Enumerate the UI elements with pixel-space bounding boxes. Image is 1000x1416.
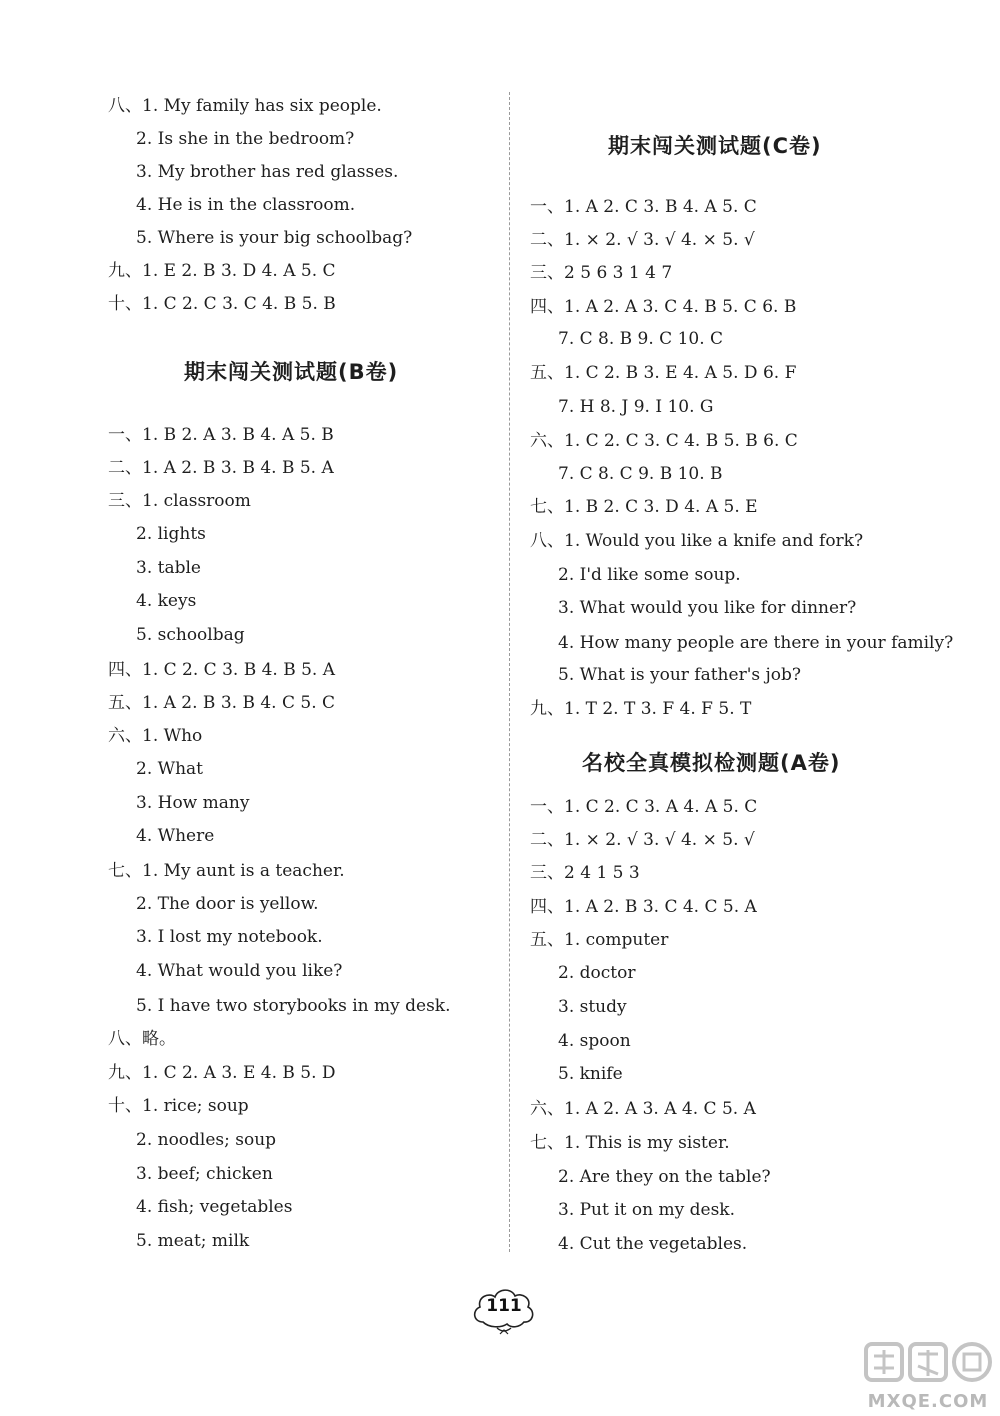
answer-line: 2. I'd like some soup. <box>558 565 741 585</box>
answer-line: 4. Cut the vegetables. <box>558 1234 748 1254</box>
section-title: 期末闯关测试题(B卷) <box>184 360 399 384</box>
answer-line: 4. spoon <box>558 1031 631 1051</box>
answer-line: 5. schoolbag <box>136 625 245 645</box>
answer-line: 7. C 8. C 9. B 10. B <box>558 464 723 484</box>
page-number: 111 <box>486 1296 522 1316</box>
answer-line: 九、1. C 2. A 3. E 4. B 5. D <box>108 1063 336 1083</box>
answer-line: 2. The door is yellow. <box>136 894 319 914</box>
answer-line: 二、1. × 2. √ 3. √ 4. × 5. √ <box>530 230 755 250</box>
answer-line: 九、1. T 2. T 3. F 4. F 5. T <box>530 699 752 719</box>
answer-line: 4. fish; vegetables <box>136 1197 293 1217</box>
answer-line: 2. noodles; soup <box>136 1130 277 1150</box>
answer-line: 六、1. A 2. A 3. A 4. C 5. A <box>530 1099 756 1119</box>
page-number-badge <box>469 1282 539 1338</box>
answer-line: 4. keys <box>136 591 197 611</box>
answer-line: 五、1. A 2. B 3. B 4. C 5. C <box>108 693 336 713</box>
answer-line: 一、1. C 2. C 3. A 4. A 5. C <box>530 797 758 817</box>
column-divider <box>509 92 510 1252</box>
answer-line: 5. I have two storybooks in my desk. <box>136 996 451 1016</box>
answer-line: 十、1. rice; soup <box>108 1096 249 1116</box>
answer-line: 四、1. A 2. A 3. C 4. B 5. C 6. B <box>530 297 797 317</box>
answer-line: 3. My brother has red glasses. <box>136 162 399 182</box>
answer-line: 八、略。 <box>108 1029 176 1049</box>
answer-line: 四、1. A 2. B 3. C 4. C 5. A <box>530 897 757 917</box>
answer-line: 3. I lost my notebook. <box>136 927 323 947</box>
answer-line: 5. What is your father's job? <box>558 665 801 685</box>
answer-line: 4. How many people are there in your family? <box>558 633 954 653</box>
answer-line: 3. table <box>136 558 201 578</box>
watermark-text: MXQE.COM <box>867 1391 989 1412</box>
answer-line: 二、1. A 2. B 3. B 4. B 5. A <box>108 458 334 478</box>
answer-line: 2. doctor <box>558 963 636 983</box>
answer-line: 3. How many <box>136 793 250 813</box>
answer-line: 六、1. C 2. C 3. C 4. B 5. B 6. C <box>530 431 798 451</box>
answer-line: 3. Put it on my desk. <box>558 1200 736 1220</box>
answer-line: 六、1. Who <box>108 726 203 746</box>
answer-line: 2. Are they on the table? <box>558 1167 771 1187</box>
answer-line: 4. Where <box>136 826 215 846</box>
section-title: 名校全真模拟检测题(A卷) <box>582 751 841 775</box>
answer-line: 4. What would you like? <box>136 961 343 981</box>
answer-line: 2. lights <box>136 524 206 544</box>
answer-line: 四、1. C 2. C 3. B 4. B 5. A <box>108 660 336 680</box>
answer-line: 三、2 4 1 5 3 <box>530 863 640 883</box>
answer-line: 7. H 8. J 9. I 10. G <box>558 397 714 417</box>
answer-line: 二、1. × 2. √ 3. √ 4. × 5. √ <box>530 830 755 850</box>
watermark-logo-icon <box>864 1338 992 1388</box>
answer-line: 十、1. C 2. C 3. C 4. B 5. B <box>108 294 336 314</box>
answer-line: 三、2 5 6 3 1 4 7 <box>530 263 673 283</box>
answer-line: 5. meat; milk <box>136 1231 250 1251</box>
answer-line: 2. What <box>136 759 204 779</box>
answer-line: 一、1. A 2. C 3. B 4. A 5. C <box>530 197 757 217</box>
answer-line: 3. beef; chicken <box>136 1164 273 1184</box>
answer-line: 4. He is in the classroom. <box>136 195 356 215</box>
answer-line: 3. What would you like for dinner? <box>558 598 857 618</box>
answer-line: 5. knife <box>558 1064 623 1084</box>
answer-line: 五、1. computer <box>530 930 669 950</box>
answer-line: 七、1. My aunt is a teacher. <box>108 861 345 881</box>
answer-line: 一、1. B 2. A 3. B 4. A 5. B <box>108 425 334 445</box>
answer-line: 五、1. C 2. B 3. E 4. A 5. D 6. F <box>530 363 797 383</box>
answer-line: 5. Where is your big schoolbag? <box>136 228 413 248</box>
answer-line: 7. C 8. B 9. C 10. C <box>558 329 724 349</box>
answer-line: 七、1. This is my sister. <box>530 1133 730 1153</box>
answer-line: 三、1. classroom <box>108 491 251 511</box>
answer-line: 3. study <box>558 997 627 1017</box>
answer-line: 八、1. Would you like a knife and fork? <box>530 531 864 551</box>
section-title: 期末闯关测试题(C卷) <box>608 134 822 158</box>
answer-line: 七、1. B 2. C 3. D 4. A 5. E <box>530 497 758 517</box>
answer-line: 九、1. E 2. B 3. D 4. A 5. C <box>108 261 336 281</box>
watermark <box>858 1336 998 1414</box>
answer-line: 八、1. My family has six people. <box>108 96 382 116</box>
answer-line: 2. Is she in the bedroom? <box>136 129 355 149</box>
